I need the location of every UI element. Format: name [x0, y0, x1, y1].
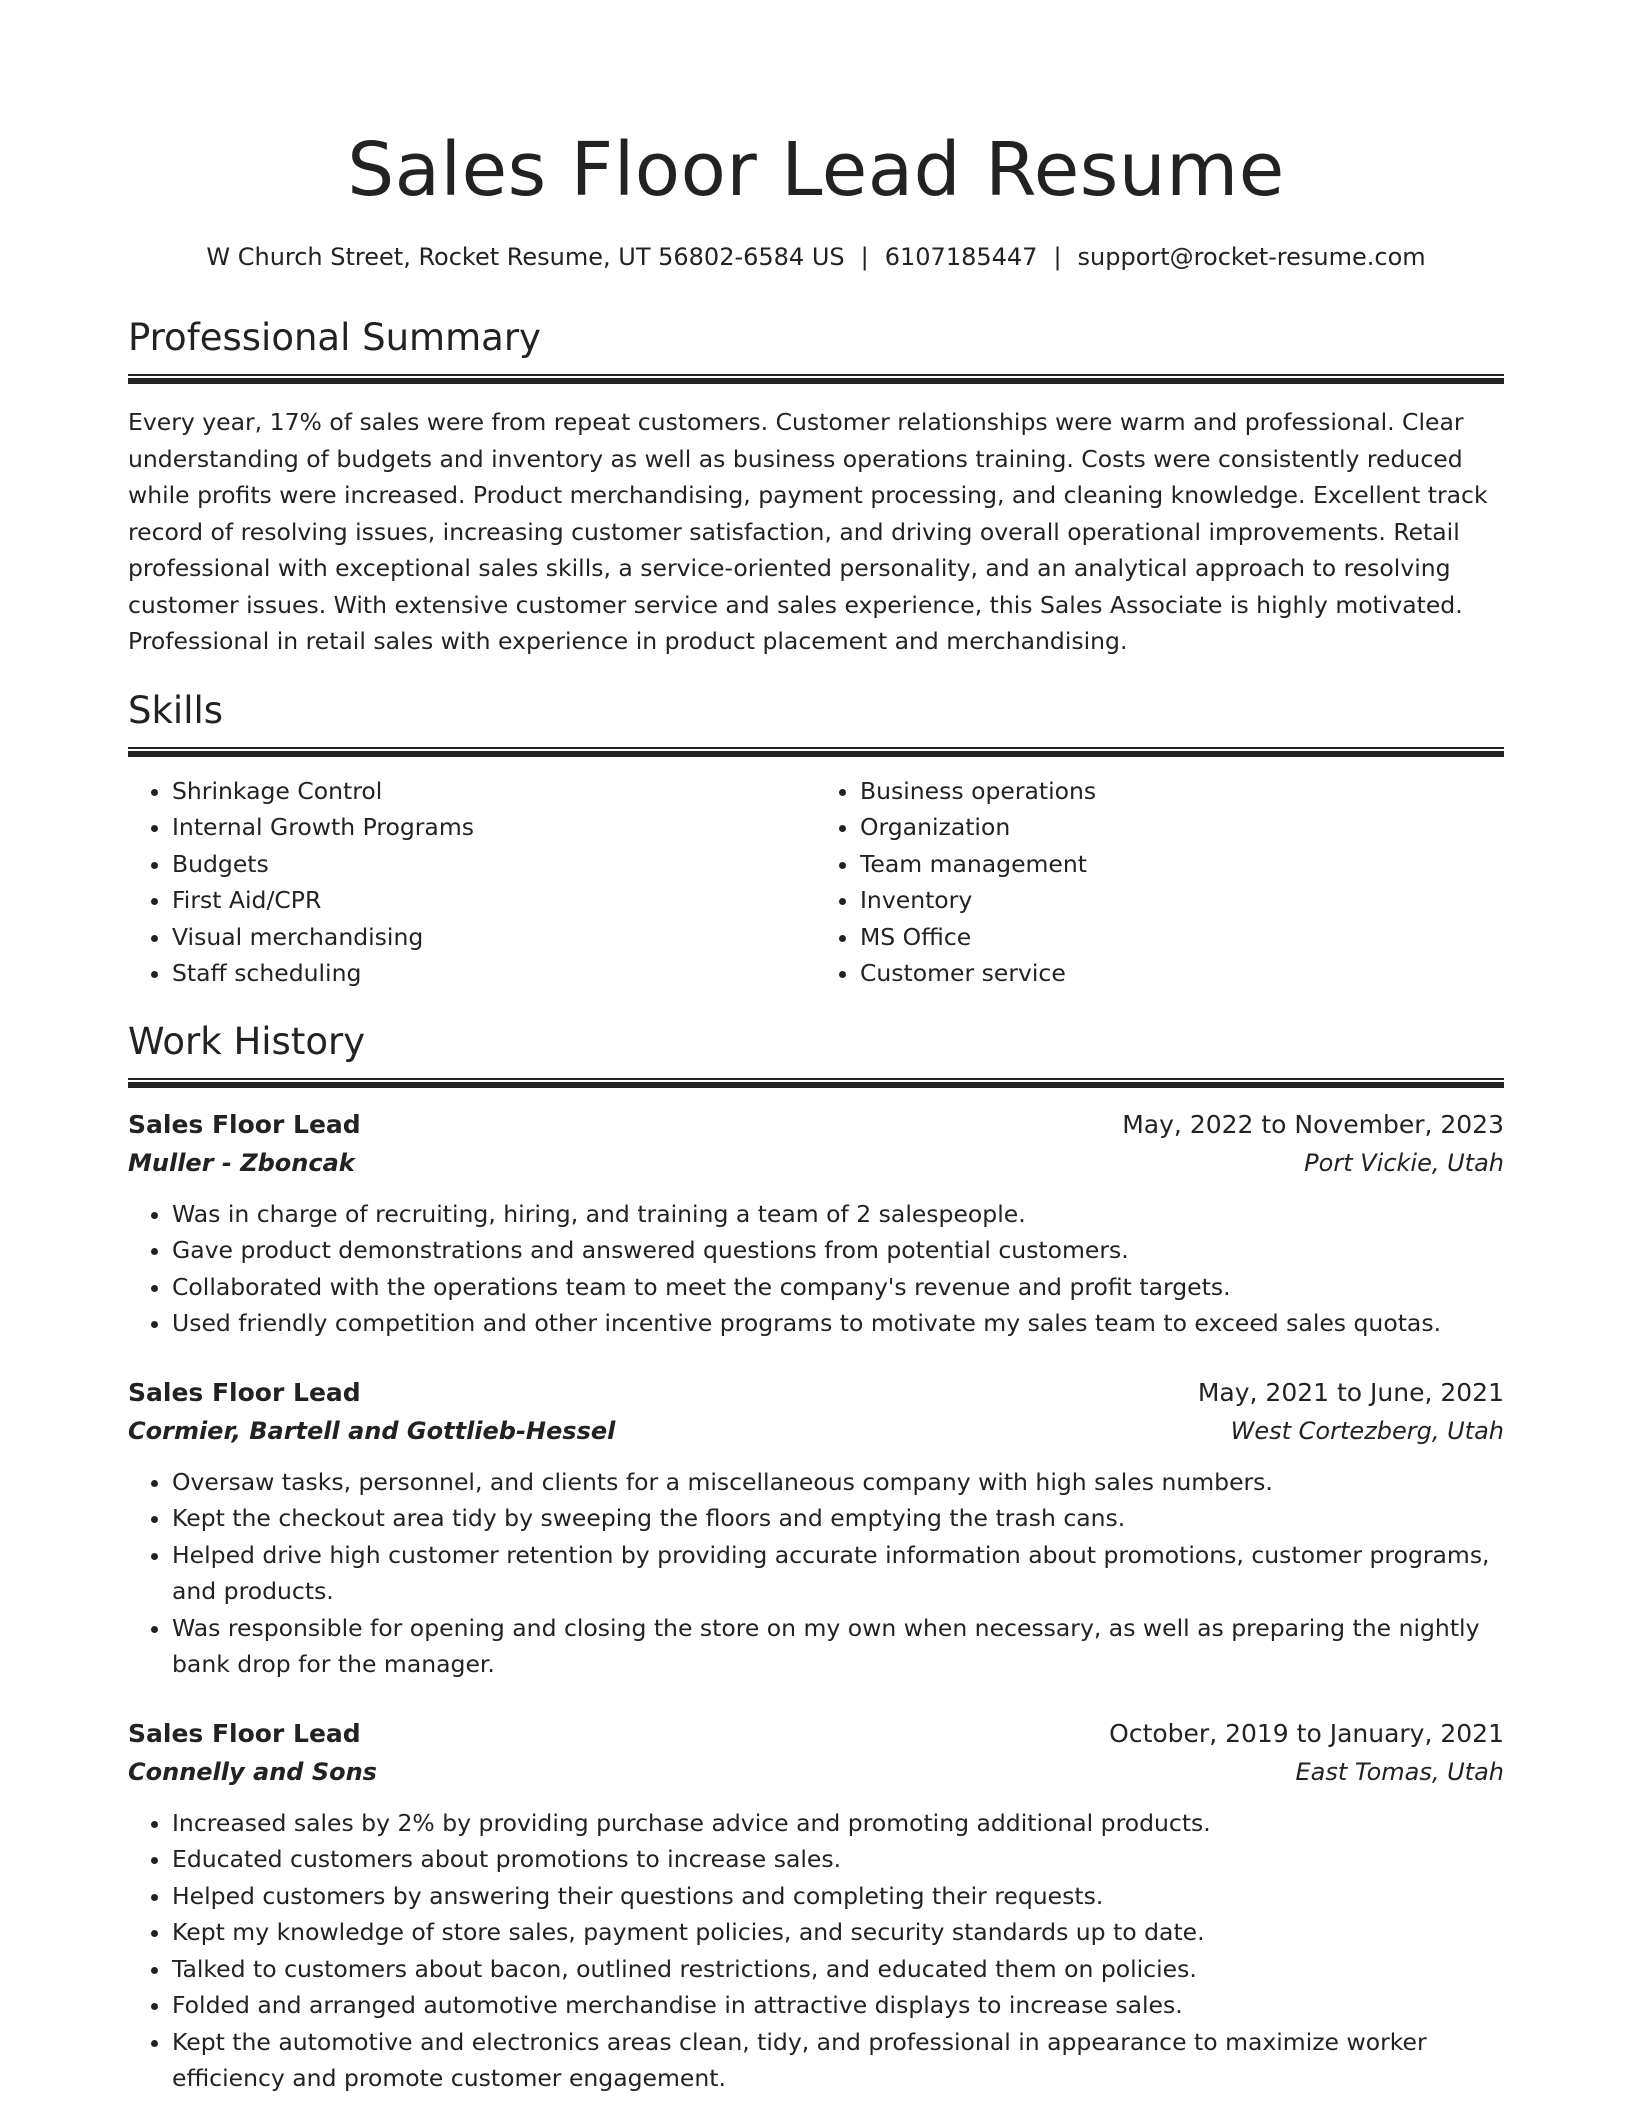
job-bullets — [128, 1196, 1504, 1342]
skill-item: • Business operations — [860, 773, 1504, 810]
job-bullet: • Was responsible for opening and closing the store on my own when necessary, as well as preparing the nightly bank drop for the manager. — [172, 1610, 1504, 1683]
job-bullet: • Helped drive high customer retention by providing accurate information about promotions, customer programs, and products. — [172, 1537, 1504, 1610]
job-bullet: • Collaborated with the operations team to meet the company's revenue and profit targets. — [172, 1269, 1504, 1306]
section-divider — [128, 1078, 1504, 1088]
skill-item: • Internal Growth Programs — [172, 809, 816, 846]
job-entry — [128, 1106, 1504, 1342]
summary-section — [128, 314, 1504, 660]
skill-item: • Team management — [860, 846, 1504, 883]
job-bullet: • Kept my knowledge of store sales, payment policies, and security standards up to date. — [172, 1914, 1504, 1951]
job-bullet: • Helped customers by answering their questions and completing their requests. — [172, 1878, 1504, 1915]
work-heading: Work History — [128, 1019, 366, 1063]
job-company: Muller - Zboncak — [128, 1148, 355, 1177]
job-bullet: • Oversaw tasks, personnel, and clients for a miscellaneous company with high sales numbers. — [172, 1464, 1504, 1501]
skill-item: • MS Office — [860, 919, 1504, 956]
skills-heading: Skills — [128, 688, 224, 732]
summary-heading: Professional Summary — [128, 316, 541, 359]
job-bullet: • Kept the automotive and electronics areas clean, tidy, and professional in appearance to maximize worker efficiency and promote customer engagement. — [172, 2024, 1504, 2097]
job-title: Sales Floor Lead — [128, 1109, 361, 1139]
job-dates: October, 2019 to January, 2021 — [1109, 1718, 1504, 1748]
job-location: West Cortezberg, Utah — [1230, 1416, 1504, 1445]
skill-item: • Inventory — [860, 882, 1504, 919]
skill-item: • Shrinkage Control — [172, 773, 816, 810]
job-company: Connelly and Sons — [128, 1757, 377, 1786]
job-bullets — [128, 1805, 1504, 2097]
job-bullet: • Talked to customers about bacon, outlined restrictions, and educated them on policies. — [172, 1951, 1504, 1988]
address: W Church Street, Rocket Resume, UT 56802-6584 US — [206, 243, 845, 271]
skill-item: • First Aid/CPR — [172, 882, 816, 919]
job-bullet: • Was in charge of recruiting, hiring, and training a team of 2 salespeople. — [172, 1196, 1504, 1233]
skills-section — [128, 687, 1504, 992]
job-bullets — [128, 1464, 1504, 1683]
job-bullet: • Increased sales by 2% by providing purchase advice and promoting additional products. — [172, 1805, 1504, 1842]
email: support@rocket-resume.com — [1077, 243, 1426, 271]
skills-columns — [128, 773, 1504, 992]
separator: | — [860, 243, 869, 271]
separator: | — [1053, 243, 1062, 271]
skill-item: • Customer service — [860, 955, 1504, 992]
job-title: Sales Floor Lead — [128, 1718, 361, 1748]
job-bullet: • Gave product demonstrations and answered questions from potential customers. — [172, 1232, 1504, 1269]
job-entry — [128, 1374, 1504, 1683]
skill-item: • Staff scheduling — [172, 955, 816, 992]
job-dates: May, 2022 to November, 2023 — [1122, 1109, 1504, 1139]
job-bullet: • Kept the checkout area tidy by sweeping the floors and emptying the trash cans. — [172, 1500, 1504, 1537]
section-divider — [128, 747, 1504, 757]
phone: 6107185447 — [884, 243, 1038, 271]
job-title: Sales Floor Lead — [128, 1377, 361, 1407]
summary-text: Every year, 17% of sales were from repeat customers. Customer relationships were warm and professional. Clear understanding of budgets and inventory as well as business operations training. Costs were consistently reduced while profits were increased. Product merchandising, payment processing, and cleaning knowledge. Excellent track record of resolving issues, increasing customer satisfaction, and driving overall operational improvements. Retail professional with exceptional sales skills, a service-oriented personality, and an analytical approach to resolving customer issues. With extensive customer service and sales experience, this Sales Associate is highly motivated. Professional in retail sales with experience in product placement and merchandising. — [128, 408, 1488, 655]
job-bullet: • Used friendly competition and other incentive programs to motivate my sales team to exceed sales quotas. — [172, 1305, 1504, 1342]
skill-item: • Visual merchandising — [172, 919, 816, 956]
job-location: East Tomas, Utah — [1295, 1757, 1504, 1786]
skill-item: • Budgets — [172, 846, 816, 883]
section-divider — [128, 374, 1504, 384]
skill-item: • Organization — [860, 809, 1504, 846]
page-title: Sales Floor Lead Resume — [347, 127, 1285, 213]
contact-line — [128, 240, 1504, 274]
job-company: Cormier, Bartell and Gottlieb-Hessel — [128, 1416, 616, 1445]
skills-list-right — [816, 773, 1504, 992]
job-location: Port Vickie, Utah — [1304, 1148, 1504, 1177]
job-entry — [128, 1715, 1504, 2097]
job-dates: May, 2021 to June, 2021 — [1197, 1377, 1504, 1407]
job-bullet: • Educated customers about promotions to increase sales. — [172, 1841, 1504, 1878]
job-bullet: • Folded and arranged automotive merchandise in attractive displays to increase sales. — [172, 1987, 1504, 2024]
skills-list-left — [128, 773, 816, 992]
work-section — [128, 1018, 1504, 2097]
